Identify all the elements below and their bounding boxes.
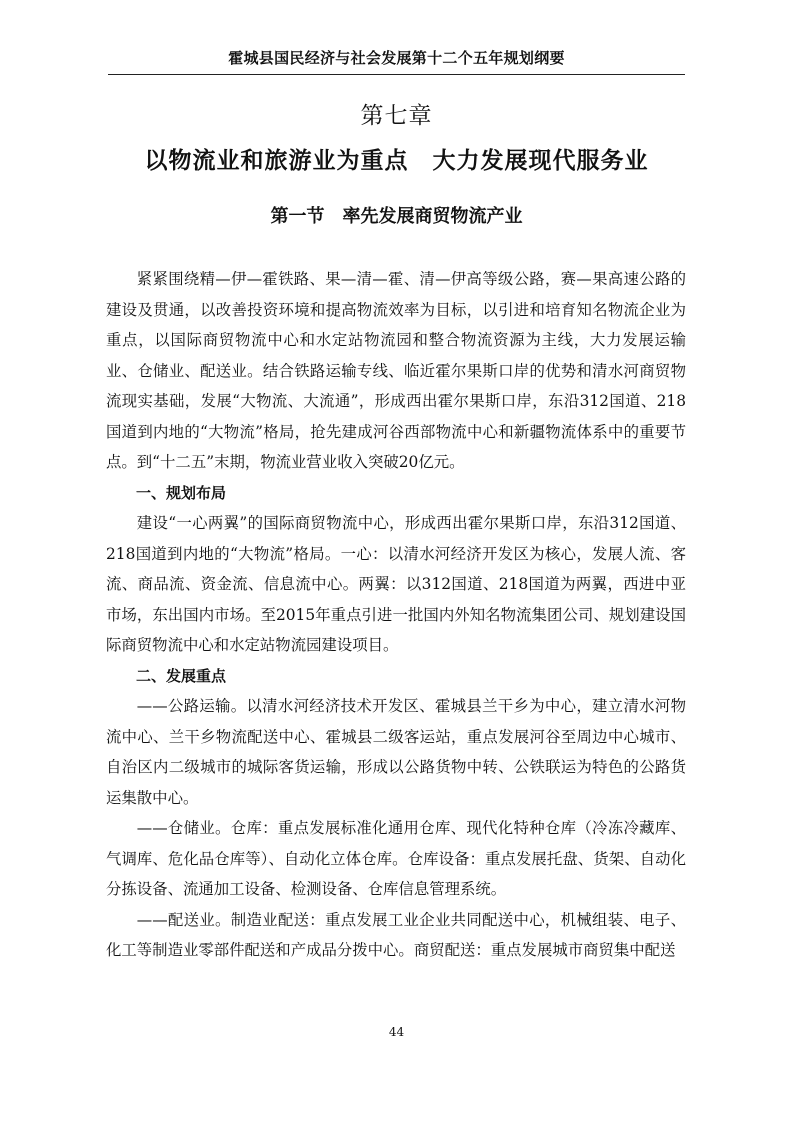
intro-paragraph: 紧紧围绕精—伊—霍铁路、果—清—霍、清—伊高等级公路，赛—果高速公路的建设及贯通，以改善投资环境和提高物流效率为目标，以引进和培育知名物流企业为重点，以国际商贸物流中心和水定站物流园和整合物流资源为主线，大力发展运输业、仓储业、配送业。结合铁路运输专线、临近霍尔果斯口岸的优势和清水河商贸物流现实基础，发展“大物流、大流通”，形成西出霍尔果斯口岸，东沿312国道、218国道到内地的“大物流”格局，抢先建成河谷西部物流中心和新疆物流体系中的重要节点。到“十二五”末期，物流业营业收入突破20亿元。 xyxy=(106,270,686,471)
document-body xyxy=(106,264,686,966)
chapter-label: 第七章 xyxy=(360,103,433,129)
subhead-development-focus: 二、发展重点 xyxy=(136,666,227,685)
running-header: 霍城县国民经济与社会发展第十二个五年规划纲要 xyxy=(228,49,565,67)
chapter-title: 以物流业和旅游业为重点 大力发展现代服务业 xyxy=(144,148,649,174)
header-rule xyxy=(108,74,685,75)
storage-paragraph: ——仓储业。仓库：重点发展标准化通用仓库、现代化特种仓库（冷冻冷藏库、气调库、危化品仓库等）、自动化立体仓库。仓库设备：重点发展托盘、货架、自动化分拣设备、流通加工设备、检测设备、仓库信息管理系统。 xyxy=(106,819,686,898)
subhead-planning-layout: 一、规划布局 xyxy=(136,483,227,502)
page-number: 44 xyxy=(388,1025,405,1039)
section-title: 第一节 率先发展商贸物流产业 xyxy=(270,206,523,227)
layout-paragraph: 建设“一心两翼”的国际商贸物流中心，形成西出霍尔果斯口岸，东沿312国道、218国道到内地的“大物流”格局。一心：以清水河经济开发区为核心，发展人流、客流、商品流、资金流、信息流中心。两翼：以312国道、218国道为两翼，西进中亚市场，东出国内市场。至2015年重点引进一批国内外知名物流集团公司、规划建设国际商贸物流中心和水定站物流园建设项目。 xyxy=(106,514,686,654)
road-transport-paragraph: ——公路运输。以清水河经济技术开发区、霍城县兰干乡为中心，建立清水河物流中心、兰干乡物流配送中心、霍城县二级客运站，重点发展河谷至周边中心城市、自治区内二级城市的城际客货运输，形成以公路货物中转、公铁联运为特色的公路货运集散中心。 xyxy=(106,697,686,807)
delivery-paragraph: ——配送业。制造业配送：重点发展工业企业共同配送中心，机械组装、电子、化工等制造业零部件配送和产成品分拨中心。商贸配送：重点发展城市商贸集中配送 xyxy=(106,910,686,959)
